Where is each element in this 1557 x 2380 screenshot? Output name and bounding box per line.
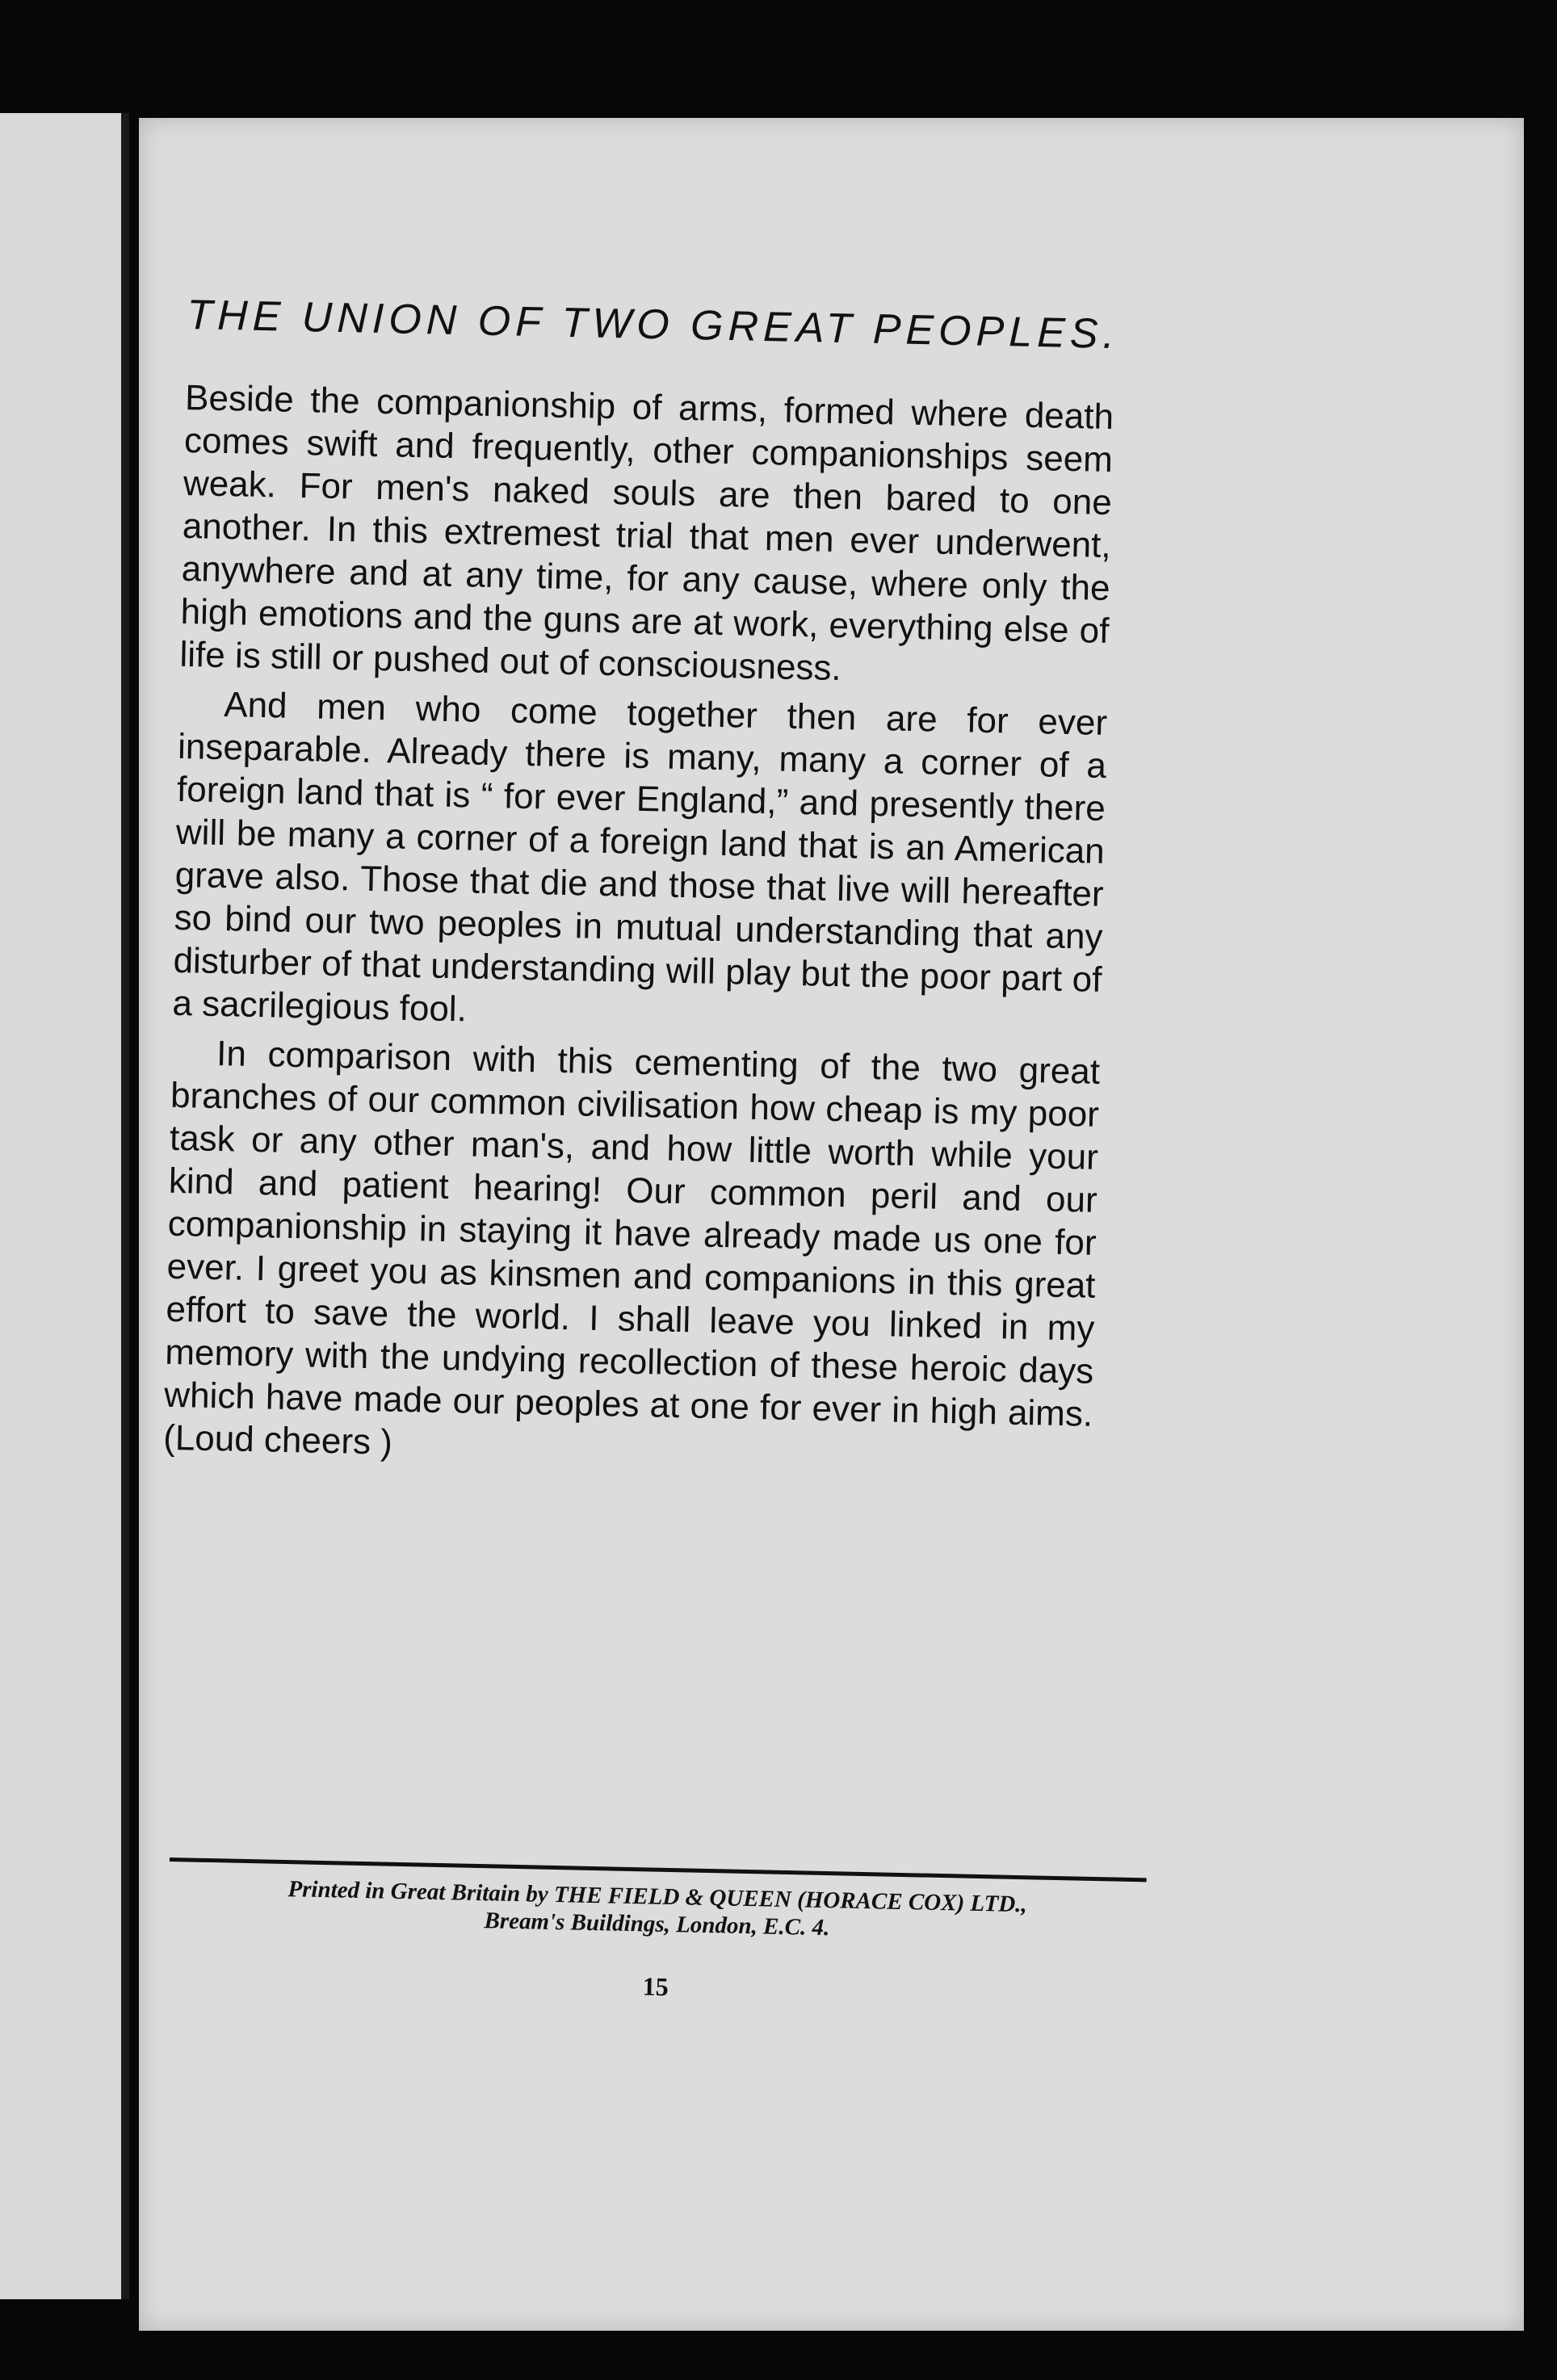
body-paragraph-1: Beside the companionship of arms, formed where death comes swift and frequently, other companionships seem weak. For men's naked souls are then bared to one another. In this extremest trial that men ever underwent, anywhere and at any time, for any cause, where only the high emotions and the guns are at work, everything else of life is still or pushed out of consciousness. bbox=[179, 377, 1114, 689]
printer-imprint-line-1: Printed in Great Britain by THE FIELD & QUEEN (HORACE COX) LTD., bbox=[287, 1876, 1028, 1918]
printer-imprint-line-2: Bream's Buildings, London, E.C. 4. bbox=[484, 1908, 830, 1941]
page-content bbox=[162, 291, 1120, 1485]
page-heading: THE UNION OF TWO GREAT PEOPLES. bbox=[186, 291, 1120, 359]
left-page-edge bbox=[0, 113, 129, 2299]
page-footer bbox=[167, 1857, 1147, 2012]
body-paragraph-3: In comparison with this cementing of the two great branches of our common civilisation how cheap is my poor task or any other man's, and how little worth while your kind and patient hearing! Our common peril and our companionship in staying it have already made us one for ever. I greet you as kinsmen and companions in this great effort to save the world. I shall leave you linked in my memory with the undying recollection of these heroic days which have made our peoples at one for ever in high aims. (Loud cheers ) bbox=[162, 1033, 1101, 1463]
page-number: 15 bbox=[642, 1971, 669, 2001]
body-paragraph-2: And men who come together then are for ever inseparable. Already there is many, many a corner of a foreign land that is “ for ever England,” and presently there will be many a corner of a foreign land that is an American grave also. Those that die and those that live will hereafter so bind our two peoples in mutual understanding that any disturber of that understanding will play but the poor part of a sacrilegious fool. bbox=[172, 685, 1108, 1030]
